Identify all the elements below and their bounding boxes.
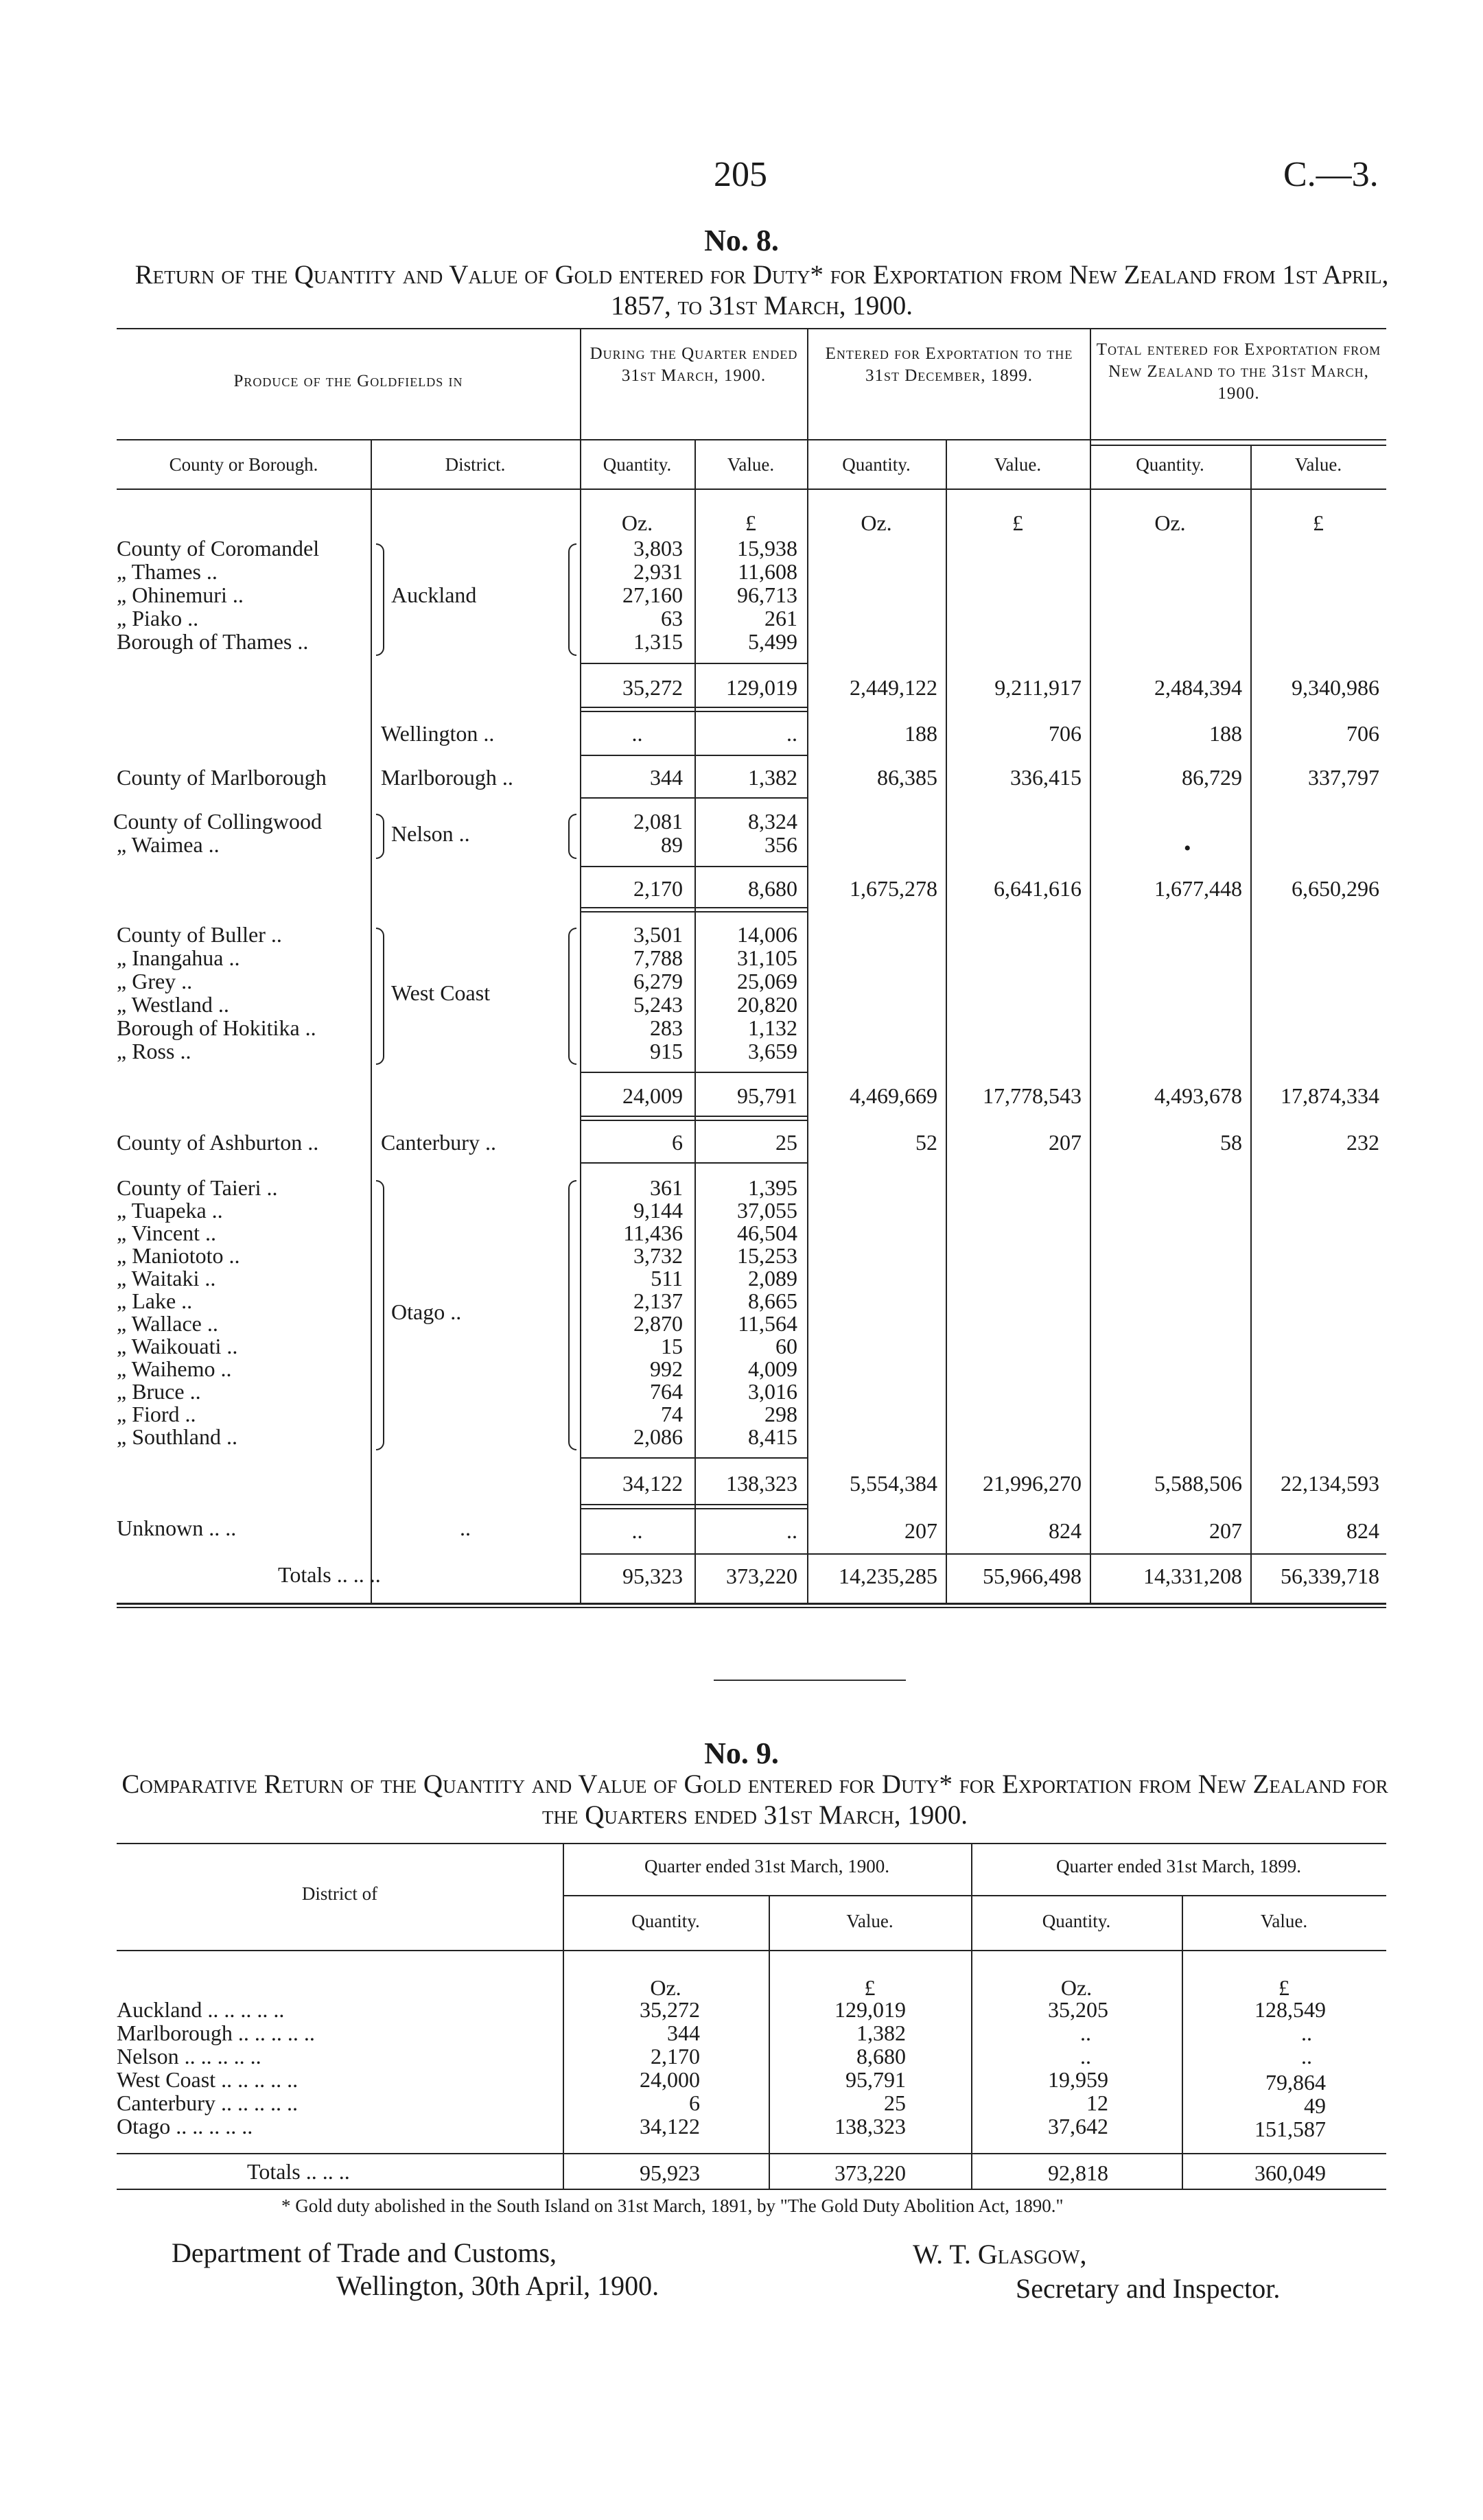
entered-quantity: 86,385 xyxy=(877,765,937,790)
district-wellington: Wellington .. xyxy=(381,721,495,746)
header-quantity: Quantity. xyxy=(842,454,911,475)
value-cell: 1,395 xyxy=(748,1175,797,1200)
total-value: 6,650,296 xyxy=(1292,876,1379,901)
quantity-cell: 35,205 xyxy=(1048,1997,1108,2022)
header-quarter-1900: Quarter ended 31st March, 1900. xyxy=(644,1856,889,1876)
entered-value: 21,996,270 xyxy=(983,1471,1082,1496)
borough-hokitika: Borough of Hokitika .. xyxy=(117,1015,316,1040)
value-cell: 15,938 xyxy=(737,536,797,561)
district-unknown: .. xyxy=(460,1516,471,1540)
subtotal-quantity: 34,122 xyxy=(622,1471,683,1496)
unit-oz: Oz. xyxy=(621,510,653,535)
quantity-cell: 63 xyxy=(661,606,683,631)
totals-total-value: 56,339,718 xyxy=(1281,1564,1379,1588)
district-otago: Otago .. xyxy=(391,1299,462,1324)
value-cell: 31,105 xyxy=(737,945,797,970)
unit-oz: Oz. xyxy=(861,510,892,535)
entered-value: 207 xyxy=(1049,1130,1082,1155)
value-cell: 8,324 xyxy=(748,809,797,834)
value-cell: 79,864 xyxy=(1265,2070,1326,2095)
value-cell: 46,504 xyxy=(737,1221,797,1245)
value-cell: 96,713 xyxy=(737,582,797,607)
quantity-cell: .. xyxy=(631,1518,643,1543)
entered-quantity: 207 xyxy=(904,1518,937,1543)
value-cell: 15,253 xyxy=(737,1243,797,1268)
value-cell: 11,564 xyxy=(738,1311,797,1336)
total-quantity: 58 xyxy=(1220,1130,1242,1155)
district-row-label: Otago .. .. .. .. .. xyxy=(117,2114,253,2139)
county-waimea: „ Waimea .. xyxy=(117,832,220,857)
quantity-cell: 15 xyxy=(661,1334,683,1358)
entered-quantity: 188 xyxy=(904,721,937,746)
total-quantity: 207 xyxy=(1209,1518,1242,1543)
quantity-cell: 361 xyxy=(650,1175,683,1200)
quantity-cell: .. xyxy=(1080,2044,1091,2069)
value-cell: 8,680 xyxy=(856,2044,906,2069)
entered-value: 9,211,917 xyxy=(994,675,1082,700)
district-marlborough: Marlborough .. xyxy=(381,765,513,790)
county-piako: „ Piako .. xyxy=(117,606,199,631)
district-row-label: Canterbury .. .. .. .. .. xyxy=(117,2091,298,2115)
total-quantity: 1,677,448 xyxy=(1154,876,1242,901)
totals-entered-value: 55,966,498 xyxy=(983,1564,1082,1588)
value-cell: 60 xyxy=(775,1334,797,1358)
totals-label: Totals .. .. .. xyxy=(247,2159,350,2184)
footnote: * Gold duty abolished in the South Island on 31st March, 1891, by "The Gold Duty Abolition Act, 1890." xyxy=(281,2195,1064,2216)
quantity-cell: 6 xyxy=(672,1130,683,1155)
header-district-of: District of xyxy=(301,1883,378,1904)
county-lake: „ Lake .. xyxy=(117,1288,193,1313)
totals-label: Totals .. .. .. xyxy=(278,1562,381,1587)
county-inangahua: „ Inangahua .. xyxy=(117,945,240,970)
totals-entered-quantity: 14,235,285 xyxy=(839,1564,937,1588)
table8-description: Return of the Quantity and Value of Gold entered for Duty* for Exportation from New Zealand from 1st April, 1857, to 31st March, 1900. xyxy=(135,260,1389,320)
total-quantity: 5,588,506 xyxy=(1154,1471,1242,1496)
district-row-label: Marlborough .. .. .. .. .. xyxy=(117,2021,315,2045)
quantity-cell: 511 xyxy=(651,1266,683,1291)
quantity-cell: 992 xyxy=(650,1356,683,1381)
header-value: Value. xyxy=(994,454,1042,475)
value-cell: 8,665 xyxy=(748,1288,797,1313)
quantity-cell: 3,501 xyxy=(633,922,683,947)
entered-value: 17,778,543 xyxy=(983,1083,1082,1108)
quantity-cell: 764 xyxy=(650,1379,683,1404)
county-collingwood: County of Collingwood xyxy=(113,809,323,834)
bullet-mark: • xyxy=(1184,837,1191,860)
borough-thames: Borough of Thames .. xyxy=(117,629,309,654)
subtotal-value: 138,323 xyxy=(726,1471,797,1496)
value-cell: .. xyxy=(786,721,797,746)
quantity-cell: 344 xyxy=(650,765,683,790)
borough-ross: „ Ross .. xyxy=(117,1039,191,1063)
totals-value: 360,049 xyxy=(1254,2160,1326,2185)
value-cell: 3,659 xyxy=(748,1039,797,1063)
department-line: Department of Trade and Customs, xyxy=(172,2237,557,2268)
unit-pound: £ xyxy=(864,1975,876,2000)
value-cell: .. xyxy=(1301,2044,1312,2069)
total-value: 17,874,334 xyxy=(1281,1083,1379,1108)
county-coromandel: County of Coromandel xyxy=(117,536,320,561)
quantity-cell: 2,081 xyxy=(633,809,683,834)
entered-value: 824 xyxy=(1049,1518,1082,1543)
unit-pound: £ xyxy=(1012,510,1023,535)
value-cell: 3,016 xyxy=(748,1379,797,1404)
county-tuapeka: „ Tuapeka .. xyxy=(117,1198,223,1223)
page-reference: C.—3. xyxy=(1283,155,1379,194)
quantity-cell: 2,931 xyxy=(633,559,683,584)
header-quantity: Quantity. xyxy=(1136,454,1204,475)
county-waikouati: „ Waikouati .. xyxy=(117,1334,238,1358)
value-cell: 128,549 xyxy=(1254,1997,1326,2022)
entered-quantity: 4,469,669 xyxy=(850,1083,937,1108)
quantity-cell: 2,170 xyxy=(651,2044,700,2069)
totals-quantity: 95,923 xyxy=(640,2160,700,2185)
quantity-cell: 74 xyxy=(661,1402,683,1426)
total-value: 824 xyxy=(1346,1518,1379,1543)
value-cell: 4,009 xyxy=(748,1356,797,1381)
value-cell: 1,382 xyxy=(856,2021,906,2045)
totals-total-quantity: 14,331,208 xyxy=(1143,1564,1242,1588)
quantity-cell: 34,122 xyxy=(640,2114,700,2139)
totals-quantity: 95,323 xyxy=(622,1564,683,1588)
district-westcoast: West Coast xyxy=(391,980,491,1005)
unit-pound: £ xyxy=(745,510,756,535)
total-quantity: 2,484,394 xyxy=(1154,675,1242,700)
total-value: 232 xyxy=(1346,1130,1379,1155)
entered-value: 336,415 xyxy=(1010,765,1082,790)
unit-pound: £ xyxy=(1313,510,1324,535)
value-cell: 25,069 xyxy=(737,969,797,993)
quantity-cell: 283 xyxy=(650,1015,683,1040)
value-cell: 8,415 xyxy=(748,1424,797,1449)
entered-value: 6,641,616 xyxy=(994,876,1082,901)
place-date-line: Wellington, 30th April, 1900. xyxy=(336,2270,659,2301)
quantity-cell: 19,959 xyxy=(1048,2067,1108,2092)
value-cell: 20,820 xyxy=(737,992,797,1017)
subtotal-quantity: 2,170 xyxy=(633,876,683,901)
header-district: District. xyxy=(445,454,506,475)
value-cell: 1,382 xyxy=(748,765,797,790)
county-grey: „ Grey .. xyxy=(117,969,193,993)
county-waihemo: „ Waihemo .. xyxy=(117,1356,232,1381)
quantity-cell: .. xyxy=(631,721,643,746)
header-total: Total entered for Exportation from New Zealand to the 31st March, 1900. xyxy=(1096,340,1381,403)
total-value: 22,134,593 xyxy=(1281,1471,1379,1496)
district-row-label: West Coast .. .. .. .. .. xyxy=(117,2067,299,2092)
quantity-cell: 27,160 xyxy=(622,582,683,607)
value-cell: 151,587 xyxy=(1254,2117,1326,2141)
header-quantity: Quantity. xyxy=(631,1911,700,1931)
totals-value: 373,220 xyxy=(834,2160,906,2185)
header-quantity: Quantity. xyxy=(603,454,672,475)
district-row-label: Nelson .. .. .. .. .. xyxy=(117,2044,261,2069)
quantity-cell: 3,803 xyxy=(633,536,683,561)
totals-quantity: 92,818 xyxy=(1048,2160,1108,2185)
header-value: Value. xyxy=(1294,454,1342,475)
quantity-cell: 2,086 xyxy=(633,1424,683,1449)
county-unknown: Unknown .. .. xyxy=(117,1516,237,1540)
entered-quantity: 1,675,278 xyxy=(850,876,937,901)
header-quarter-1899: Quarter ended 31st March, 1899. xyxy=(1056,1856,1301,1876)
quantity-cell: .. xyxy=(1080,2021,1091,2045)
quantity-cell: 1,315 xyxy=(633,629,683,654)
county-thames: „ Thames .. xyxy=(117,559,218,584)
total-value: 9,340,986 xyxy=(1292,675,1379,700)
district-row-label: Auckland .. .. .. .. .. xyxy=(117,1997,285,2022)
quantity-cell: 11,436 xyxy=(623,1221,683,1245)
unit-oz: Oz. xyxy=(1060,1975,1093,2000)
subtotal-quantity: 24,009 xyxy=(622,1083,683,1108)
quantity-cell: 2,137 xyxy=(633,1288,683,1313)
quantity-cell: 6 xyxy=(689,2091,700,2115)
quantity-cell: 24,000 xyxy=(640,2067,700,2092)
value-cell: 25 xyxy=(884,2091,906,2115)
quantity-cell: 3,732 xyxy=(633,1243,683,1268)
quantity-cell: 915 xyxy=(650,1039,683,1063)
signatory-name: W. T. Glasgow, xyxy=(913,2239,1087,2270)
header-produce: Produce of the Goldfields in xyxy=(233,372,463,390)
entered-quantity: 5,554,384 xyxy=(850,1471,937,1496)
district-canterbury: Canterbury .. xyxy=(381,1130,496,1155)
quantity-cell: 12 xyxy=(1086,2091,1108,2115)
unit-oz: Oz. xyxy=(650,1975,681,2000)
header-value: Value. xyxy=(727,454,775,475)
county-southland: „ Southland .. xyxy=(117,1424,237,1449)
value-cell: 298 xyxy=(764,1402,797,1426)
page-number: 205 xyxy=(714,155,767,194)
table9-title: No. 9. xyxy=(704,1736,779,1770)
value-cell: 49 xyxy=(1304,2093,1326,2118)
total-quantity: 86,729 xyxy=(1182,765,1242,790)
county-ashburton: County of Ashburton .. xyxy=(117,1130,319,1155)
value-cell: 95,791 xyxy=(845,2067,906,2092)
unit-pound: £ xyxy=(1278,1975,1289,2000)
entered-quantity: 2,449,122 xyxy=(850,675,937,700)
quantity-cell: 5,243 xyxy=(633,992,683,1017)
value-cell: 2,089 xyxy=(748,1266,797,1291)
header-value: Value. xyxy=(846,1911,894,1931)
total-quantity: 4,493,678 xyxy=(1154,1083,1242,1108)
subtotal-value: 8,680 xyxy=(748,876,797,901)
value-cell: 129,019 xyxy=(834,1997,906,2022)
county-marlborough: County of Marlborough xyxy=(117,765,327,790)
value-cell: 11,608 xyxy=(738,559,797,584)
totals-value: 373,220 xyxy=(726,1564,797,1588)
value-cell: 261 xyxy=(764,606,797,631)
quantity-cell: 35,272 xyxy=(640,1997,700,2022)
total-value: 706 xyxy=(1346,721,1379,746)
value-cell: 25 xyxy=(775,1130,797,1155)
total-quantity: 188 xyxy=(1209,721,1242,746)
value-cell: 356 xyxy=(764,832,797,857)
entered-quantity: 52 xyxy=(915,1130,937,1155)
county-fiord: „ Fiord .. xyxy=(117,1402,196,1426)
quantity-cell: 37,642 xyxy=(1048,2114,1108,2139)
entered-value: 706 xyxy=(1049,721,1082,746)
subtotal-quantity: 35,272 xyxy=(622,675,683,700)
district-nelson: Nelson .. xyxy=(391,821,470,846)
value-cell: .. xyxy=(786,1518,797,1543)
header-county: County or Borough. xyxy=(169,454,318,475)
table8-title: No. 8. xyxy=(704,224,779,257)
quantity-cell: 344 xyxy=(667,2021,700,2045)
header-during-quarter: During the Quarter ended 31st March, 1900. xyxy=(589,344,798,385)
total-value: 337,797 xyxy=(1308,765,1379,790)
header-value: Value. xyxy=(1260,1911,1308,1931)
table9-description: Comparative Return of the Quantity and Value of Gold entered for Duty* for Exportation from New Zealand for the Quarters ended 31st March, 1900. xyxy=(121,1769,1388,1830)
quantity-cell: 9,144 xyxy=(633,1198,683,1223)
subtotal-value: 95,791 xyxy=(737,1083,797,1108)
quantity-cell: 6,279 xyxy=(633,969,683,993)
quantity-cell: 89 xyxy=(661,832,683,857)
unit-oz: Oz. xyxy=(1154,510,1186,535)
county-vincent: „ Vincent .. xyxy=(117,1221,216,1245)
value-cell: 37,055 xyxy=(737,1198,797,1223)
value-cell: 5,499 xyxy=(748,629,797,654)
value-cell: 14,006 xyxy=(737,922,797,947)
value-cell: 1,132 xyxy=(748,1015,797,1040)
header-entered: Entered for Exportation to the 31st December, 1899. xyxy=(825,344,1073,385)
county-maniototo: „ Maniototo .. xyxy=(117,1243,240,1268)
header-quantity: Quantity. xyxy=(1042,1911,1111,1931)
county-wallace: „ Wallace .. xyxy=(117,1311,218,1336)
county-waitaki: „ Waitaki .. xyxy=(117,1266,216,1291)
quantity-cell: 2,870 xyxy=(633,1311,683,1336)
county-bruce: „ Bruce .. xyxy=(117,1379,201,1404)
quantity-cell: 7,788 xyxy=(633,945,683,970)
subtotal-value: 129,019 xyxy=(726,675,797,700)
signatory-title: Secretary and Inspector. xyxy=(1016,2273,1281,2304)
county-taieri: County of Taieri .. xyxy=(117,1175,278,1200)
county-buller: County of Buller .. xyxy=(117,922,282,947)
county-ohinemuri: „ Ohinemuri .. xyxy=(117,582,244,607)
value-cell: 138,323 xyxy=(834,2114,906,2139)
county-westland: „ Westland .. xyxy=(117,992,229,1017)
value-cell: .. xyxy=(1301,2021,1312,2045)
district-auckland: Auckland xyxy=(391,582,477,607)
section-separator xyxy=(714,1680,906,1681)
